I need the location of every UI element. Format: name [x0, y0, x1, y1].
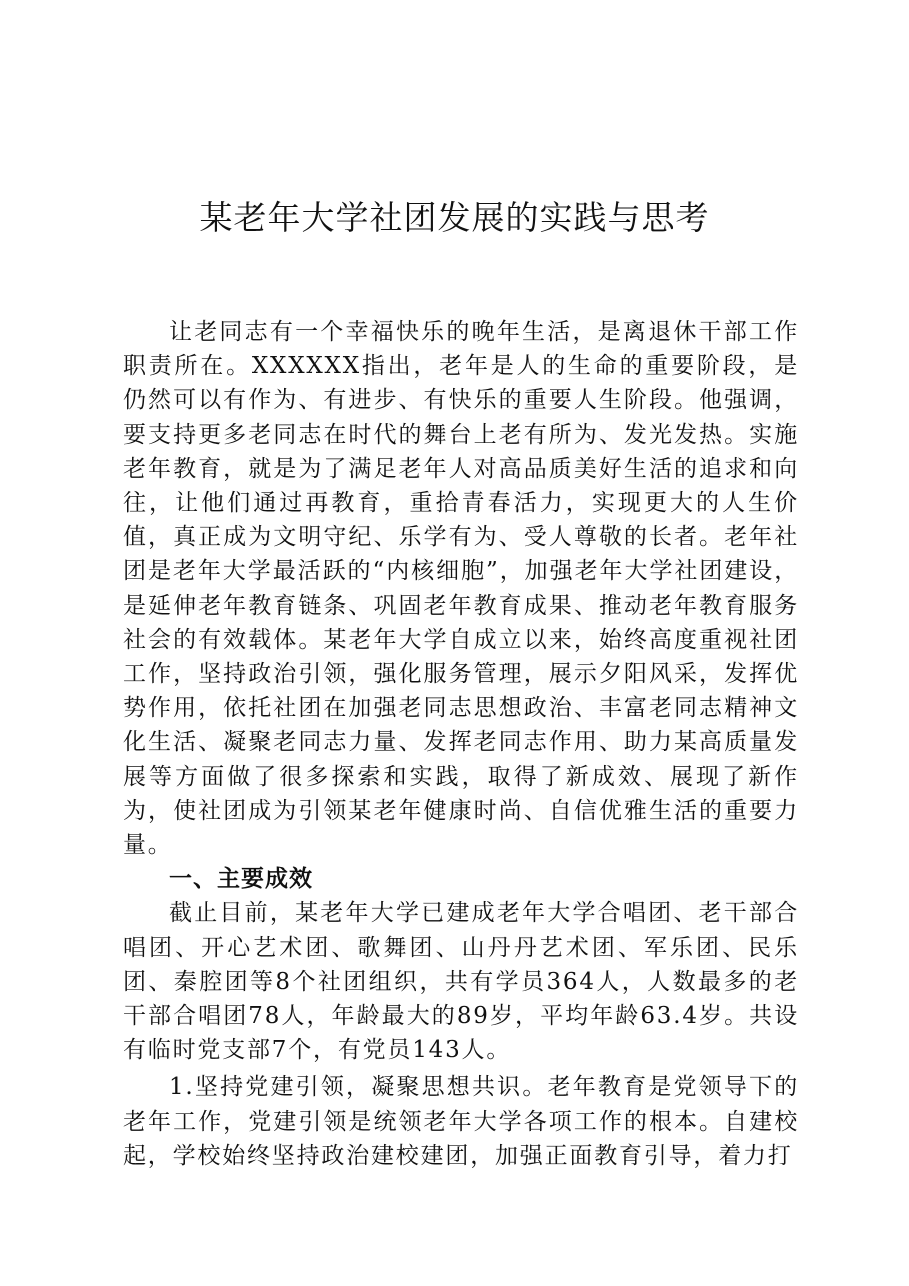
section-paragraph-2: 1.坚持党建引领，凝聚思想共识。老年教育是党领导下的老年工作，党建引领是统领老年大学各项工作的根本。自建校起，学校始终坚持政治建校建团，加强正面教育引导，着力打: [123, 1074, 799, 1169]
intro-paragraph: 让老同志有一个幸福快乐的晚年生活，是离退休干部工作职责所在。XXXXXX指出，老年是人的生命的重要阶段，是仍然可以有作为、有进步、有快乐的重要人生阶段。他强调，要支持更多老同志在时代的舞台上老有所为、发光发热。实施老年教育，就是为了满足老年人对高品质美好生活的追求和向往，让他们通过再教育，重拾青春活力，实现更大的人生价值，真正成为文明守纪、乐学有为、受人尊敬的长者。老年社团是老年大学最活跃的“内核细胞”，加强老年大学社团建设，是延伸老年教育链条、巩固老年教育成果、推动老年教育服务社会的有效载体。某老年大学自成立以来，始终高度重视社团工作，坚持政治引领，强化服务管理，展示夕阳风采，发挥优势作用，依托社团在加强老同志思想政治、丰富老同志精神文化生活、凝聚老同志力量、发挥老同志作用、助力某高质量发展等方面做了很多探索和实践，取得了新成效、展现了新作为，使社团成为引领某老年健康时尚、自信优雅生活的重要力量。: [123, 319, 799, 859]
section-heading: 一、主要成效: [169, 866, 313, 893]
section-paragraph-1: 截止目前，某老年大学已建成老年大学合唱团、老干部合唱团、开心艺术团、歌舞团、山丹丹艺术团、军乐团、民乐团、秦腔团等8个社团组织，共有学员364人，人数最多的老干部合唱团78人，年龄最大的89岁，平均年龄63.4岁。共设有临时党支部7个，有党员143人。: [123, 900, 799, 1064]
document-body: [123, 315, 799, 1173]
document-title: 某老年大学社团发展的实践与思考: [199, 198, 710, 237]
